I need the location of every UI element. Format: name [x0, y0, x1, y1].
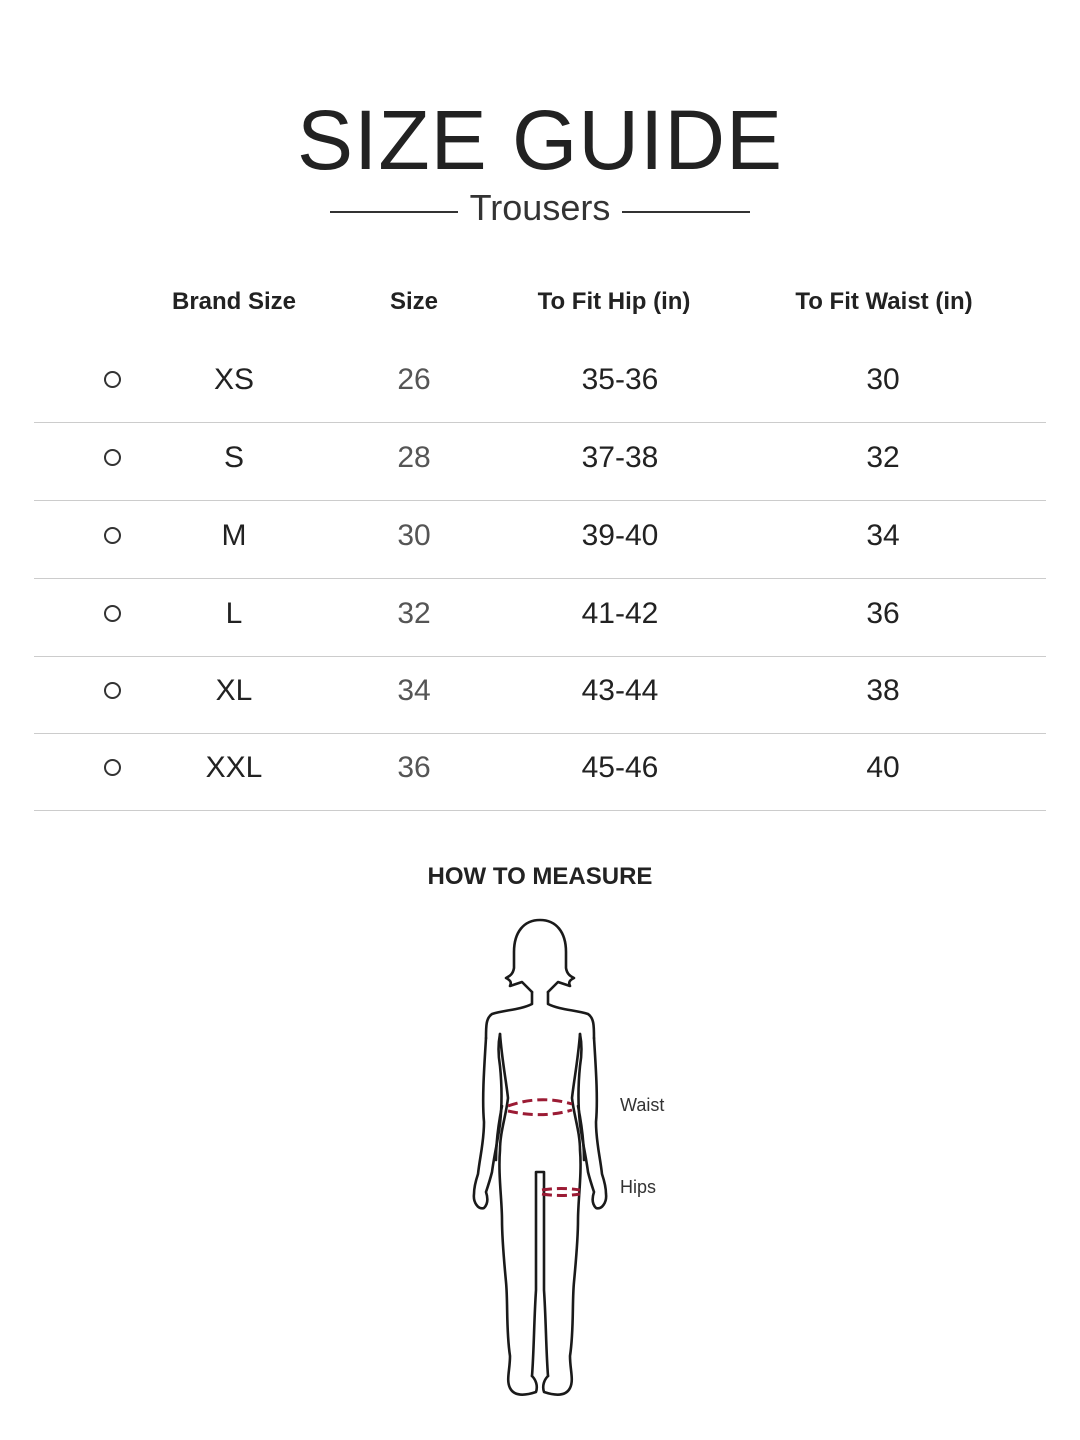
hip-cell: 41-42: [581, 597, 659, 630]
size-cell: 26: [397, 363, 431, 396]
right-torso-outline: [543, 1034, 580, 1395]
size-cell: 30: [397, 519, 431, 552]
brand-size-cell: XS: [213, 363, 255, 396]
waist-cell: 40: [866, 751, 900, 784]
waist-cell: 32: [866, 441, 900, 474]
header-brand-size: Brand Size: [171, 288, 297, 315]
size-radio[interactable]: [104, 682, 121, 699]
subtitle-divider-right: [622, 211, 750, 213]
waist-cell: 34: [866, 519, 900, 552]
hips-label: Hips: [620, 1177, 657, 1197]
size-radio[interactable]: [104, 605, 121, 622]
hip-cell: 43-44: [581, 674, 659, 707]
inner-legs-outline: [532, 1172, 548, 1376]
left-arm-outline: [474, 1034, 502, 1208]
subtitle: Trousers: [469, 187, 611, 228]
brand-size-cell: M: [221, 519, 247, 552]
body-figure-illustration: [440, 910, 640, 1410]
hip-cell: 45-46: [581, 751, 659, 784]
how-to-measure-title: HOW TO MEASURE: [427, 863, 653, 890]
size-cell: 34: [397, 674, 431, 707]
waist-label: Waist: [620, 1095, 665, 1115]
size-cell: 32: [397, 597, 431, 630]
table-row: [34, 578, 1046, 657]
hip-cell: 35-36: [581, 363, 659, 396]
header-hip: To Fit Hip (in): [537, 288, 691, 315]
left-shoulder-outline: [486, 992, 532, 1038]
waist-tape: [508, 1100, 572, 1106]
hips-tape-back: [542, 1194, 580, 1196]
waist-cell: 30: [866, 363, 900, 396]
waist-tape-back: [508, 1110, 572, 1115]
table-row: [34, 422, 1046, 501]
size-cell: 36: [397, 751, 431, 784]
table-row: [34, 500, 1046, 579]
header-size: Size: [389, 288, 439, 315]
table-row: [34, 732, 1046, 811]
hip-cell: 37-38: [581, 441, 659, 474]
page-title: SIZE GUIDE: [296, 93, 784, 187]
brand-size-cell: S: [223, 441, 244, 474]
subtitle-block: [0, 186, 1080, 230]
left-torso-outline: [499, 1034, 536, 1395]
brand-size-cell: XL: [215, 674, 253, 707]
header-waist: To Fit Waist (in): [795, 288, 973, 315]
hip-cell: 39-40: [581, 519, 659, 552]
size-cell: 28: [397, 441, 431, 474]
right-shoulder-outline: [548, 992, 594, 1038]
size-radio[interactable]: [104, 527, 121, 544]
table-row: [34, 344, 1046, 423]
waist-cell: 38: [866, 674, 900, 707]
hips-tape: [542, 1189, 580, 1191]
table-row: [34, 655, 1046, 734]
brand-size-cell: XXL: [205, 751, 263, 784]
waist-cell: 36: [866, 597, 900, 630]
size-radio[interactable]: [104, 759, 121, 776]
size-radio[interactable]: [104, 371, 121, 388]
right-arm-outline: [579, 1034, 607, 1208]
size-radio[interactable]: [104, 449, 121, 466]
brand-size-cell: L: [225, 597, 243, 630]
head-outline: [506, 920, 574, 992]
